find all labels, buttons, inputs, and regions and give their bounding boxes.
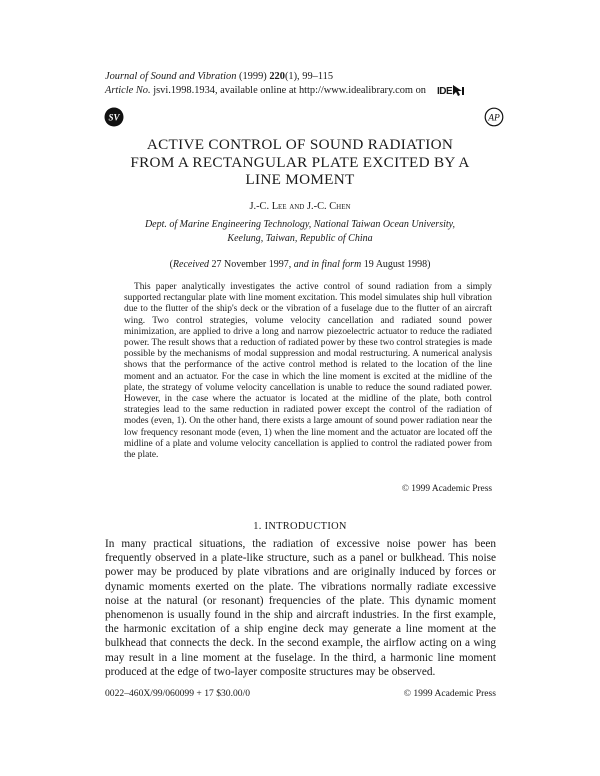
affiliation-line-2: Keelung, Taiwan, Republic of China <box>227 232 373 244</box>
final-form-label: and in final form <box>293 259 362 270</box>
section-heading-introduction: 1. INTRODUCTION <box>253 521 347 532</box>
journal-name: Journal of Sound and Vibration <box>105 71 237 82</box>
svg-text:AP: AP <box>488 113 500 124</box>
ap-logo-icon <box>484 107 504 127</box>
journal-year: (1999) <box>239 71 267 82</box>
article-number-line <box>105 84 485 98</box>
author-1-initials: J.-C. <box>249 201 272 212</box>
journal-volume: 220 <box>269 71 285 82</box>
title-line-2: FROM A RECTANGULAR PLATE EXCITED BY A <box>130 153 470 171</box>
abstract-text: This paper analytically investigates the active control of sound radiation from a simply supported rectangular plate with line moment excitation. This model simulates ship hull vibration due to the flutter of the ship's deck or the vibration of a fuselage due to the flutter of an aircraft wing. Two control strategies, volume velocity cancellation and radiated sound power minimization, are applied to drive a long and narrow piezoelectric actuator to reduce the radiated power. The result shows that a reduction of radiated power by these two control strategies is made possible by the mechanisms of modal suppression and modal restructuring. A numerical analysis shows that the performance of the active control method is related to the location of the line moment and an actuator. For the case in which the line moment is excited at the midline of the plate, the strategy of volume velocity cancellation is unable to reduce the sound radiated power. However, in the case where the actuator is located at the midline of the plate, both control strategies lead to the same reduction in radiated power except the control of the radiation of modes (even, 1). On the other hand, there exists a large amount of sound power radiation near the low frequency resonant mode (even, 1) when the line moment and the actuator are located off the midline of a plate and volume velocity cancellation is applied to control the radiated power from the plate. <box>124 282 492 461</box>
footer-issn-price: 0022–460X/99/060099 + 17 $30.00/0 <box>105 688 251 699</box>
received-date: 27 November 1997, <box>209 259 294 270</box>
article-label: Article No. <box>105 85 151 96</box>
journal-citation-line <box>105 70 485 84</box>
received-label: Received <box>172 259 210 270</box>
journal-issue-pages: (1), 99–115 <box>284 71 334 82</box>
footer-copyright: © 1999 Academic Press <box>403 688 496 699</box>
author-2-surname: Chen <box>329 201 351 212</box>
introduction-paragraph: In many practical situations, the radiation of excessive noise power has been frequently observed in a plate-like structure, such as a panel or bulkhead. This noise power may be produced by plate vibrations and are originally induced by forces or dynamic moments exerted on the plate. The vibrations normally radiate excessive noise at the natural (or resonant) frequencies of the plate. This dynamic moment phenomenon is usually found in the ship and aircraft industries. In the first example, the harmonic excitation of a ship engine deck may generate a line moment at the bulkhead that connects the deck. In the second example, the airflow acting on a wing may result in a line moment at the fuselage. In the third, a harmonic line moment produced at the edge of two-layer composite structures may be observed. <box>105 538 496 678</box>
received-open-paren: ( <box>169 259 173 270</box>
received-dates <box>90 259 510 270</box>
author-2-initials: J.-C. <box>306 201 330 212</box>
article-availability[interactable]: jsvi.1998.1934, available online at http://www.idealibrary.com on <box>153 85 427 96</box>
paper-title <box>90 136 510 189</box>
svg-text:SV: SV <box>108 112 120 123</box>
author-1-surname: Lee <box>271 201 287 212</box>
affiliation <box>90 218 510 245</box>
title-line-1: ACTIVE CONTROL OF SOUND RADIATION <box>146 136 454 153</box>
final-form-date: 19 August 1998) <box>361 259 431 270</box>
abstract-copyright: © 1999 Academic Press <box>401 484 492 494</box>
author-conjunction: and <box>286 201 307 212</box>
ideal-cursor-icon <box>452 84 466 96</box>
ideal-logo <box>437 84 466 97</box>
affiliation-line-1: Dept. of Marine Engineering Technology, National Taiwan Ocean University, <box>144 219 456 230</box>
ideal-logo-text: IDE <box>437 86 453 97</box>
title-line-3: LINE MOMENT <box>245 171 355 188</box>
journal-header <box>105 70 485 98</box>
author-line <box>90 201 510 212</box>
sv-logo-icon <box>104 107 124 127</box>
